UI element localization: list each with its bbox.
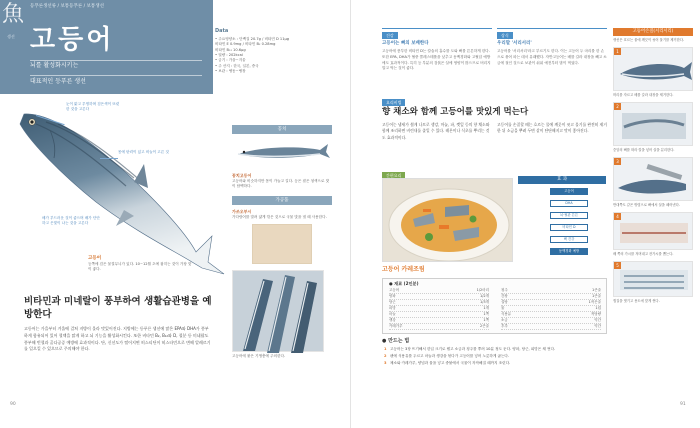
info-heading: 우리말 '서리서리' [497, 41, 532, 47]
method-step [384, 354, 606, 360]
ingredient-amount: 1/3개 [479, 300, 489, 305]
step-text: 채소와 카레가루, 양념과 물을 넣고 중불에서 국물이 자작해질 때까지 조린다. [390, 360, 511, 365]
mackerel-photo [16, 102, 228, 277]
step-number: 4 [614, 213, 621, 220]
info-text: 고등어를 '서리서리'라고 부르기도 한다. 이는 고등어 두 마리를 한 손으로 묶어 파는 데서 유래했다. 자반고등어는 배를 갈라 내장을 빼고 소금에 절인 것으로 보관이 쉬워 예전부터 많이 먹었다. [497, 49, 607, 65]
ingredient-amount: 약간 [594, 324, 601, 329]
prep-step-text: 껍질을 벗기고 용도에 맞게 썬다. [613, 298, 660, 303]
ingredient-name: 생강 [389, 318, 396, 323]
prep-step-text: 머리를 자르고 배를 갈라 내장을 제거한다. [613, 92, 674, 97]
ingredient-name: 당근 [389, 300, 396, 305]
step-number: 3 [614, 158, 621, 165]
data-heading: Data [215, 28, 229, 34]
ingredient-name: 설탕 [501, 300, 508, 305]
divider [30, 75, 202, 76]
ingredient-name: 카레가루 [389, 324, 403, 329]
ingredient-name: 후추 [501, 324, 508, 329]
side-heading-2: 가공품 [232, 196, 332, 205]
tag-knowledge: 상식 [497, 32, 513, 39]
prep-step-text: 중앙의 뼈를 따라 칼을 넣어 살을 분리한다. [613, 147, 675, 152]
ingredient-name: 양파 [389, 294, 396, 299]
ingredient-name: 소금 [501, 318, 508, 323]
ingredient-name: 고등어 [389, 288, 400, 292]
callout-belly: 배가 부드러운 것이 좋으며 배가 단단하고 은빛이 나는 것을 고른다 [42, 216, 100, 226]
data-row: • 보관 : 냉동~냉장 [215, 69, 246, 74]
mackerel-group-photo [232, 270, 324, 352]
ingredient-amount: 1작은술 [588, 300, 601, 305]
ingredient-row [501, 324, 601, 330]
side-subheading-2: 가쓰오부시 [232, 209, 252, 215]
prep-heading: 고등어손질(서리서리) [613, 28, 693, 36]
ingredient-amount: 1쪽 [483, 318, 489, 323]
step-number: 2 [384, 353, 387, 358]
category-label: 생선 [7, 34, 15, 39]
flowchart-title: 효 과 [518, 176, 606, 184]
cooking-body-2: 고등어를 손질할 때는 흐르는 물에 깨끗이 씻고 물기를 완전히 제거한 뒤 소금을 뿌려 두면 살이 단단해지고 맛이 좋아진다. [497, 122, 607, 134]
prep-step-text: 반대쪽도 같은 방법으로 뼈에서 살을 떼어낸다. [613, 202, 680, 207]
tag-cooking: 요리비법 [382, 99, 405, 106]
prep-photo [613, 212, 693, 250]
page-number: 90 [10, 401, 16, 407]
callout-body: 몸에 탄력이 있고 비늘이 고른 것 [118, 150, 169, 154]
ingredient-name: 간장 [501, 294, 508, 299]
subtitle-1: 뇌를 활성화시키는 [30, 62, 79, 69]
step-number: 1 [384, 347, 387, 351]
ingredients-box [382, 278, 607, 334]
flow-node: 뼈 건강 [550, 236, 588, 243]
flow-node: 뇌·혈관 튼튼 [550, 212, 588, 219]
data-row: 비타민 E 0.9mg / 비타민 B₂ 0.28mg [215, 42, 276, 47]
prep-photo [613, 102, 693, 146]
ingredient-amount: 1/2개 [479, 294, 489, 299]
method-list [384, 347, 606, 367]
data-row: 비타민 B₁₂ 10.6μg [215, 47, 246, 52]
method-step [384, 347, 606, 353]
data-row: • 주 산지 : 한국, 일본, 중국 [215, 63, 259, 68]
step-number: 2 [614, 103, 621, 110]
step-number: 5 [614, 262, 621, 269]
fish-caption-text: 등쪽에 검은 물결무늬가 있다. 10~12월 초에 잡히는 것이 가장 맛이 좋다. [88, 262, 192, 271]
step-text: 팬에 식용유를 두르고 마늘과 생강을 볶다가 고등어를 넣어 노릇하게 굽는다. [390, 353, 510, 358]
tag-easy-recipe: 간편요리 [382, 172, 405, 179]
ingredient-amount: 1쪽 [483, 312, 489, 317]
bonito-flakes-photo [252, 224, 312, 264]
ingredients-list-left [389, 288, 489, 330]
prep-step-text: 배 쪽의 가시를 저며내고 잔가시를 뽑는다. [613, 251, 674, 256]
flow-node: 비타민 D [550, 224, 588, 231]
ingredients-heading: ● 재료 (2인분) [389, 281, 419, 286]
sidebar-related [232, 125, 332, 359]
title-band [0, 0, 213, 94]
subtitle-2: 대표적인 등푸른 생선 [30, 78, 86, 85]
info-heading: 고등어는 뼈의 보배한다 [382, 41, 429, 47]
prep-steps-column [613, 28, 693, 308]
side-text-1: 고등어와 비슷하지만 몸이 가늘고 길다. 등은 짙은 청색으로 맛이 담백하다. [232, 178, 330, 188]
fish-caption-label: 고등어 [88, 256, 102, 261]
ingredient-amount: 적당량 [590, 312, 601, 317]
page-number: 91 [680, 401, 686, 407]
recipe-title: 고등어 카레조림 [382, 266, 425, 273]
curry-dish-photo [382, 178, 513, 262]
method-step [384, 361, 606, 367]
section-body: 고등어는 가을부터 겨울에 걸쳐 지방이 올라 맛있어진다. 지방에는 등푸른 생선에 많은 EPA와 DHA가 풍부하게 함유되어 있어 혈액을 맑게 하고 뇌 기능을 활성화시킨다. 또한 비타민 B₂, B₁₂와 D, 철분 등 미네랄도 풍부해 빈혈과 골다공증 예방에 효과적이다. 단, 신선도가 떨어지면 히스티딘이 히스타민으로 변해 알레르기를 일으킬 수 있으므로 주의해야 한다. [24, 326, 211, 352]
flow-node: 동맥경화 예방 [550, 248, 588, 255]
cooking-heading: 향 채소와 함께 고등어를 맛있게 먹는다 [382, 107, 529, 117]
cooking-body-1: 고등어는 냄새가 쉽게 나므로 생강, 마늘, 파, 깻잎 등의 향 채소와 함께 조리하면 비린내를 줄일 수 있다. 레몬이나 식초를 뿌리는 것도 효과적이다. [382, 122, 490, 140]
flow-node: DHA [550, 200, 588, 207]
ingredients-list-right [501, 288, 601, 330]
info-text: 고등어에 풍부한 비타민 D는 칼슘의 흡수를 도와 뼈를 튼튼하게 한다. 또한 EPA, DHA가 혈중 콜레스테롤을 낮추고 동맥경화와 고혈압 예방에도 효과적이다. 특히 등 부분의 검붉은 살에 영양이 많으므로 버리지 말고 먹는 것이 좋다. [382, 49, 491, 71]
step-text: 고등어는 3장 뜨기해서 한입 크기로 썰고 소금과 청주를 뿌려 10분 정도 둔다. 양파, 당근, 피망은 채 썬다. [390, 347, 556, 351]
ingredient-amount: 2큰술 [480, 324, 489, 329]
callout-eye: 눈이 맑고 투명하며 검은색이 또렷한 것을 고른다 [66, 102, 120, 112]
prep-photo [613, 157, 693, 201]
info-column-knowledge [497, 28, 607, 66]
step-number: 3 [384, 360, 387, 365]
ingredient-amount: 1큰술 [592, 288, 601, 292]
flow-node: 고등어 [550, 188, 588, 195]
section-heading: 비타민과 미네랄이 풍부하여 생활습관병을 예방한다 [24, 296, 212, 320]
effect-flowchart [518, 176, 606, 262]
ingredient-name: 피망 [389, 306, 396, 311]
ingredient-amount: 약간 [594, 318, 601, 323]
side-text-2: 가다랑어를 말려 얇게 깎은 것으로 국물 맛을 낼 때 사용한다. [232, 214, 327, 219]
ingredient-amount: 1개 [483, 306, 489, 311]
prep-photo [613, 47, 693, 91]
fish-caption [88, 256, 194, 272]
info-column-health [382, 28, 492, 72]
ingredient-amount: 1컵 [595, 306, 601, 311]
side-subheading-1: 꽁치고등어 [232, 173, 252, 179]
divider [497, 28, 607, 29]
ingredient-amount: 1큰술 [592, 294, 601, 299]
breadcrumb: 등푸른생선류 / 보통등푸른 / 보통생선 [30, 4, 104, 9]
ingredient-name: 식용유 [501, 312, 512, 317]
divider [30, 60, 202, 61]
saury-photo [232, 134, 332, 168]
photo-caption: 고등어에 붙은 기생충에 주의한다. [232, 353, 286, 358]
ingredient-amount: 1/2마리 [476, 288, 489, 292]
ingredient-name: 마늘 [389, 312, 396, 317]
tag-health: 건강 [382, 32, 398, 39]
callout-line [100, 158, 118, 159]
data-row: • 금기 : 가을~겨울 [215, 58, 246, 63]
ingredient-name: 물 [501, 306, 505, 311]
ingredient-row [389, 324, 489, 330]
data-row: • 주요영양소 : 단백질 20.7g / 비타민 D 11μg [215, 36, 290, 41]
method-heading: ● 만드는 법 [382, 338, 410, 344]
fish-character: 魚 [2, 2, 25, 27]
ingredient-name: 청주 [501, 288, 508, 292]
prep-photo [613, 261, 693, 297]
step-number: 1 [614, 48, 621, 55]
prep-intro: 생선은 흐르는 물에 깨끗이 씻어 물기를 제거한다. [613, 38, 685, 42]
divider [382, 28, 492, 29]
page-title: 고등어 [30, 25, 115, 55]
data-row: • 열량 : 202kcal [215, 52, 243, 57]
side-heading-1: 꽁치 [232, 125, 332, 134]
data-box [215, 28, 333, 74]
